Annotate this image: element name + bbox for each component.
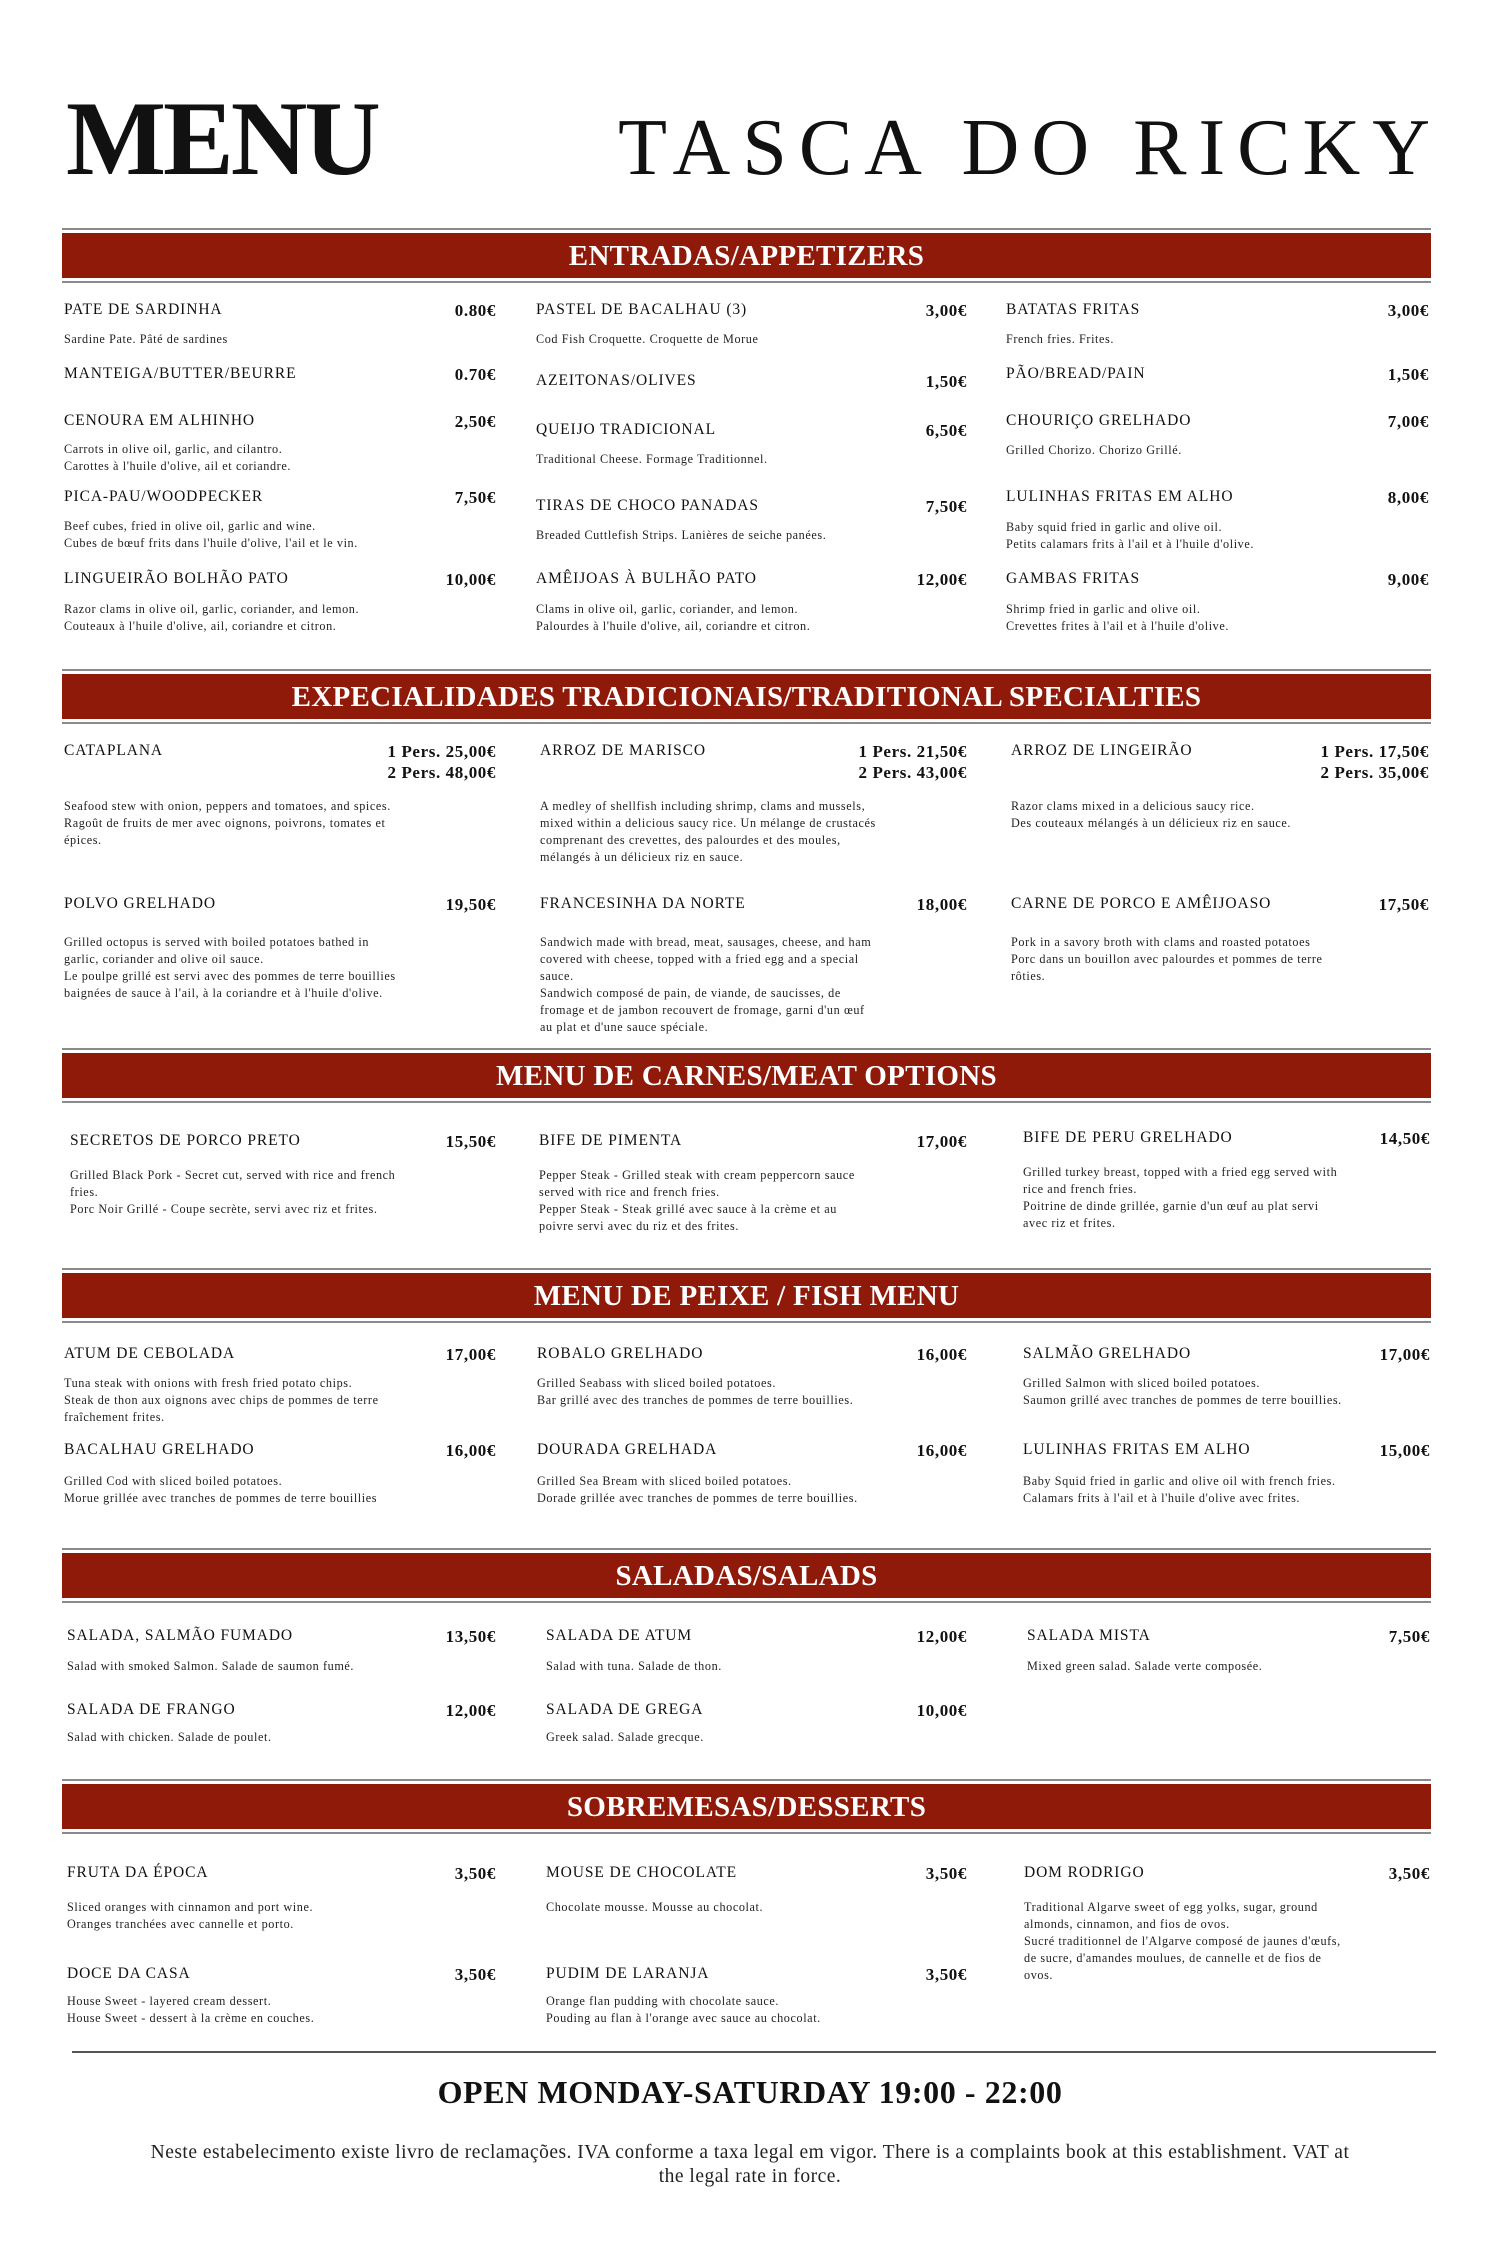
item-price — [917, 894, 967, 915]
description-line: Sandwich composé de pain, de viande, de saucisses, de — [540, 986, 841, 1000]
price-value: 1 Pers. 17,50€ — [1320, 742, 1429, 761]
item-price — [1380, 1128, 1430, 1149]
price-value: 3,00€ — [925, 301, 967, 320]
item-price — [1388, 300, 1429, 321]
item-description — [546, 1993, 821, 2027]
item-description — [540, 934, 871, 1036]
item-name: FRUTA DA ÉPOCA — [67, 1864, 209, 1881]
item-price — [1389, 1626, 1430, 1647]
item-price — [917, 1700, 967, 1721]
item-description — [64, 1375, 379, 1426]
legal-note — [0, 2141, 1500, 2189]
description-line: Pepper Steak - Grilled steak with cream peppercorn sauce — [539, 1168, 855, 1182]
description-line: au plat et d'une sauce spéciale. — [540, 1020, 709, 1034]
item-description — [1006, 331, 1114, 348]
item-price — [1380, 1440, 1430, 1461]
price-value: 3,50€ — [1388, 1864, 1430, 1883]
item-name: ARROZ DE LINGEIRÃO — [1011, 742, 1193, 759]
restaurant-name: TASCA DO RICKY — [618, 104, 1442, 192]
description-line: Cod Fish Croquette. Croquette de Morue — [536, 332, 759, 346]
description-line: Salad with chicken. Salade de poulet. — [67, 1730, 272, 1744]
description-line: mixed within a delicious saucy rice. Un mélange de crustacés — [540, 816, 876, 830]
description-line: sauce. — [540, 969, 574, 983]
price-value: 17,00€ — [916, 1132, 967, 1151]
divider — [62, 1548, 1431, 1550]
item-price — [859, 741, 968, 783]
price-value: 16,00€ — [916, 1441, 967, 1460]
item-price — [1380, 1344, 1430, 1365]
price-value: 15,00€ — [1379, 1441, 1430, 1460]
item-name: FRANCESINHA DA NORTE — [540, 895, 746, 912]
item-name: SALADA DE ATUM — [546, 1627, 693, 1644]
description-line: Clams in olive oil, garlic, coriander, and lemon. — [536, 602, 799, 616]
price-value: 18,00€ — [916, 895, 967, 914]
item-description — [537, 1473, 858, 1507]
item-name: PÃO/BREAD/PAIN — [1006, 365, 1146, 382]
description-line: Morue grillée avec tranches de pommes de terre bouillies — [64, 1491, 378, 1505]
description-line: Sardine Pate. Pâté de sardines — [64, 332, 228, 346]
item-price — [917, 1626, 967, 1647]
price-value: 2 Pers. 43,00€ — [858, 763, 967, 782]
item-price — [388, 741, 497, 783]
item-name: QUEIJO TRADICIONAL — [536, 421, 716, 438]
description-line: Porc Noir Grillé - Coupe secrète, servi avec riz et frites. — [70, 1202, 378, 1216]
description-line: Salad with smoked Salmon. Salade de saumon fumé. — [67, 1659, 355, 1673]
description-line: Sandwich made with bread, meat, sausages, cheese, and ham — [540, 935, 872, 949]
item-name: PASTEL DE BACALHAU (3) — [536, 301, 748, 318]
description-line: A medley of shellfish including shrimp, clams and mussels, — [540, 799, 866, 813]
item-name: CATAPLANA — [64, 742, 164, 759]
description-line: garlic, coriander and olive oil sauce. — [64, 952, 264, 966]
price-value: 1 Pers. 21,50€ — [858, 742, 967, 761]
price-value: 3,50€ — [454, 1965, 496, 1984]
item-description — [1027, 1658, 1262, 1675]
item-price — [446, 1131, 496, 1152]
item-description — [540, 798, 876, 866]
item-name: SECRETOS DE PORCO PRETO — [70, 1132, 301, 1149]
item-description — [536, 601, 810, 635]
description-line: Saumon grillé avec tranches de pommes de terre bouillies. — [1023, 1393, 1342, 1407]
item-name: LULINHAS FRITAS EM ALHO — [1006, 488, 1234, 505]
description-line: Crevettes frites à l'ail et à l'huile d'olive. — [1006, 619, 1230, 633]
section-banner: SALADAS/SALADS — [62, 1553, 1431, 1598]
description-line: Pork in a savory broth with clams and roasted potatoes — [1011, 935, 1311, 949]
item-name: SALADA, SALMÃO FUMADO — [67, 1627, 294, 1644]
description-line: Poitrine de dinde grillée, garnie d'un œuf au plat servi — [1023, 1199, 1319, 1213]
price-value: 8,00€ — [1387, 488, 1429, 507]
item-price — [455, 300, 496, 321]
description-line: Seafood stew with onion, peppers and tomatoes, and spices. — [64, 799, 391, 813]
description-line: Le poulpe grillé est servi avec des pommes de terre bouillies — [64, 969, 396, 983]
item-description — [536, 527, 826, 544]
item-price — [926, 300, 967, 321]
price-value: 7,50€ — [925, 497, 967, 516]
divider — [62, 228, 1431, 230]
item-description — [537, 1375, 853, 1409]
item-description — [539, 1167, 855, 1235]
item-description — [1006, 601, 1229, 635]
item-price — [926, 1863, 967, 1884]
description-line: Shrimp fried in garlic and olive oil. — [1006, 602, 1201, 616]
item-description — [64, 441, 291, 475]
description-line: Mixed green salad. Salade verte composée. — [1027, 1659, 1263, 1673]
item-price — [446, 894, 496, 915]
item-description — [64, 798, 391, 849]
item-description — [1023, 1164, 1337, 1232]
price-value: 12,00€ — [445, 1701, 496, 1720]
item-description — [1011, 934, 1323, 985]
item-price — [917, 1131, 967, 1152]
description-line: Sucré traditionnel de l'Algarve composé de jaunes d'œufs, — [1024, 1934, 1341, 1948]
price-value: 7,50€ — [1388, 1627, 1430, 1646]
item-name: SALADA DE FRANGO — [67, 1701, 236, 1718]
price-value: 12,00€ — [916, 570, 967, 589]
item-description — [546, 1899, 763, 1916]
item-price — [446, 569, 496, 590]
item-name: POLVO GRELHADO — [64, 895, 216, 912]
divider — [72, 2051, 1436, 2053]
item-name: PUDIM DE LARANJA — [546, 1965, 710, 1982]
item-price — [917, 1344, 967, 1365]
price-value: 0.80€ — [454, 301, 496, 320]
item-name: BATATAS FRITAS — [1006, 301, 1141, 318]
price-value: 2 Pers. 48,00€ — [387, 763, 496, 782]
description-line: ovos. — [1024, 1968, 1054, 1982]
price-value: 1,50€ — [1387, 365, 1429, 384]
item-description — [536, 451, 768, 468]
description-line: Sliced oranges with cinnamon and port wine. — [67, 1900, 314, 1914]
description-line: Petits calamars frits à l'ail et à l'huile d'olive. — [1006, 537, 1255, 551]
description-line: Carottes à l'huile d'olive, ail et coriandre. — [64, 459, 291, 473]
item-description — [1006, 519, 1254, 553]
description-line: Pepper Steak - Steak grillé avec sauce à la crème et au — [539, 1202, 837, 1216]
price-value: 1 Pers. 25,00€ — [387, 742, 496, 761]
divider — [62, 1832, 1431, 1834]
item-description — [64, 601, 359, 635]
price-value: 17,00€ — [1379, 1345, 1430, 1364]
item-description — [546, 1729, 704, 1746]
description-line: Dorade grillée avec tranches de pommes de terre bouillies. — [537, 1491, 858, 1505]
item-name: AMÊIJOAS À BULHÃO PATO — [536, 570, 757, 587]
section-banner: MENU DE PEIXE / FISH MENU — [62, 1273, 1431, 1318]
description-line: Palourdes à l'huile d'olive, ail, coriandre et citron. — [536, 619, 811, 633]
item-price — [455, 364, 496, 385]
item-price — [455, 411, 496, 432]
divider — [62, 281, 1431, 283]
description-line: rôties. — [1011, 969, 1046, 983]
section-banner: MENU DE CARNES/MEAT OPTIONS — [62, 1053, 1431, 1098]
price-value: 10,00€ — [916, 1701, 967, 1720]
price-value: 0.70€ — [454, 365, 496, 384]
item-price — [1379, 894, 1429, 915]
description-line: almonds, cinnamon, and fios de ovos. — [1024, 1917, 1230, 1931]
divider — [62, 722, 1431, 724]
item-description — [67, 1658, 354, 1675]
divider — [62, 1601, 1431, 1603]
divider — [62, 1268, 1431, 1270]
description-line: avec riz et frites. — [1023, 1216, 1116, 1230]
item-price — [455, 1964, 496, 1985]
item-price — [926, 371, 967, 392]
item-price — [926, 496, 967, 517]
legal-note-line: the legal rate in force. — [658, 2166, 842, 2187]
description-line: Grilled Cod with sliced boiled potatoes. — [64, 1474, 283, 1488]
description-line: Razor clams in olive oil, garlic, coriander, and lemon. — [64, 602, 360, 616]
item-name: AZEITONAS/OLIVES — [536, 372, 697, 389]
price-value: 3,50€ — [925, 1864, 967, 1883]
section-banner: ENTRADAS/APPETIZERS — [62, 233, 1431, 278]
description-line: Baby squid fried in garlic and olive oil. — [1006, 520, 1223, 534]
item-description — [64, 1473, 377, 1507]
item-price — [446, 1440, 496, 1461]
item-price — [1321, 741, 1430, 783]
description-line: mélangés à un délicieux riz en sauce. — [540, 850, 744, 864]
section-banner: SOBREMESAS/DESSERTS — [62, 1784, 1431, 1829]
price-value: 12,00€ — [916, 1627, 967, 1646]
item-description — [1023, 1375, 1342, 1409]
description-line: Traditional Algarve sweet of egg yolks, sugar, ground — [1024, 1900, 1318, 1914]
description-line: Baby Squid fried in garlic and olive oil with french fries. — [1023, 1474, 1336, 1488]
description-line: Grilled Chorizo. Chorizo Grillé. — [1006, 443, 1182, 457]
description-line: Breaded Cuttlefish Strips. Lanières de seiche panées. — [536, 528, 827, 542]
description-line: Grilled Salmon with sliced boiled potatoes. — [1023, 1376, 1261, 1390]
menu-heading: MENU — [66, 80, 378, 197]
item-description — [67, 1729, 272, 1746]
item-name: LINGUEIRÃO BOLHÃO PATO — [64, 570, 289, 587]
item-price — [455, 1863, 496, 1884]
item-price — [917, 569, 967, 590]
item-description — [1024, 1899, 1341, 1984]
divider — [62, 1101, 1431, 1103]
item-name: ATUM DE CEBOLADA — [64, 1345, 236, 1362]
description-line: House Sweet - layered cream dessert. — [67, 1994, 272, 2008]
description-line: Porc dans un bouillon avec palourdes et pommes de terre — [1011, 952, 1323, 966]
item-name: DOCE DA CASA — [67, 1965, 191, 1982]
description-line: Ragoût de fruits de mer avec oignons, poivrons, tomates et — [64, 816, 386, 830]
divider — [62, 1779, 1431, 1781]
price-value: 13,50€ — [445, 1627, 496, 1646]
item-price — [926, 1964, 967, 1985]
item-price — [446, 1344, 496, 1365]
item-name: SALADA MISTA — [1027, 1627, 1151, 1644]
item-price — [455, 487, 496, 508]
description-line: Des couteaux mélangés à un délicieux riz en sauce. — [1011, 816, 1292, 830]
price-value: 17,00€ — [445, 1345, 496, 1364]
description-line: Couteaux à l'huile d'olive, ail, coriandre et citron. — [64, 619, 337, 633]
description-line: baignées de sauce à l'ail, à la coriandre et à l'huile d'olive. — [64, 986, 383, 1000]
item-description — [536, 331, 759, 348]
section-banner: EXPECIALIDADES TRADICIONAIS/TRADITIONAL SPECIALTIES — [62, 674, 1431, 719]
item-price — [1388, 411, 1429, 432]
item-name: MANTEIGA/BUTTER/BEURRE — [64, 365, 297, 382]
price-value: 2 Pers. 35,00€ — [1320, 763, 1429, 782]
description-line: Tuna steak with onions with fresh fried potato chips. — [64, 1376, 353, 1390]
divider — [62, 1321, 1431, 1323]
price-value: 19,50€ — [445, 895, 496, 914]
price-value: 15,50€ — [445, 1132, 496, 1151]
price-value: 9,00€ — [1387, 570, 1429, 589]
price-value: 3,50€ — [454, 1864, 496, 1883]
item-description — [1023, 1473, 1336, 1507]
price-value: 3,00€ — [1387, 301, 1429, 320]
item-description — [70, 1167, 395, 1218]
description-line: Razor clams mixed in a delicious saucy rice. — [1011, 799, 1255, 813]
item-description — [67, 1993, 314, 2027]
description-line: Grilled octopus is served with boiled potatoes bathed in — [64, 935, 370, 949]
description-line: Pouding au flan à l'orange avec sauce au chocolat. — [546, 2011, 821, 2025]
description-line: Grilled Sea Bream with sliced boiled potatoes. — [537, 1474, 792, 1488]
item-name: CHOURIÇO GRELHADO — [1006, 412, 1192, 429]
description-line: House Sweet - dessert à la crème en couches. — [67, 2011, 315, 2025]
price-value: 14,50€ — [1379, 1129, 1430, 1148]
description-line: Orange flan pudding with chocolate sauce. — [546, 1994, 780, 2008]
price-value: 7,00€ — [1387, 412, 1429, 431]
item-price — [1388, 364, 1429, 385]
item-price — [446, 1626, 496, 1647]
description-line: French fries. Frites. — [1006, 332, 1115, 346]
description-line: fries. — [70, 1185, 99, 1199]
item-price — [1388, 569, 1429, 590]
item-name: DOURADA GRELHADA — [537, 1441, 718, 1458]
item-name: SALADA DE GREGA — [546, 1701, 704, 1718]
description-line: de sucre, d'amandes moulues, de cannelle et de fios de — [1024, 1951, 1322, 1965]
item-name: BIFE DE PERU GRELHADO — [1023, 1129, 1233, 1146]
description-line: Beef cubes, fried in olive oil, garlic and wine. — [64, 519, 316, 533]
item-price — [926, 420, 967, 441]
description-line: Grilled turkey breast, topped with a fried egg served with — [1023, 1165, 1338, 1179]
price-value: 16,00€ — [445, 1441, 496, 1460]
item-name: DOM RODRIGO — [1024, 1864, 1145, 1881]
item-description — [64, 934, 396, 1002]
description-line: épices. — [64, 833, 102, 847]
description-line: rice and french fries. — [1023, 1182, 1138, 1196]
item-name: CARNE DE PORCO E AMÊIJOASO — [1011, 895, 1272, 912]
price-value: 17,50€ — [1378, 895, 1429, 914]
item-name: CENOURA EM ALHINHO — [64, 412, 256, 429]
item-name: TIRAS DE CHOCO PANADAS — [536, 497, 759, 514]
description-line: Carrots in olive oil, garlic, and cilantro. — [64, 442, 283, 456]
description-line: Oranges tranchées avec cannelle et porto. — [67, 1917, 294, 1931]
opening-hours: OPEN MONDAY-SATURDAY 19:00 - 22:00 — [437, 2074, 1063, 2110]
description-line: comprenant des crevettes, des palourdes et des moules, — [540, 833, 841, 847]
item-description — [64, 518, 358, 552]
description-line: Grilled Seabass with sliced boiled potatoes. — [537, 1376, 776, 1390]
legal-note-line: Neste estabelecimento existe livro de reclamações. IVA conforme a taxa legal em vigor. There is a complaints book at this establishment. VAT at — [150, 2142, 1350, 2163]
item-price — [1388, 487, 1429, 508]
description-line: Steak de thon aux oignons avec chips de pommes de terre — [64, 1393, 379, 1407]
description-line: Grilled Black Pork - Secret cut, served with rice and french — [70, 1168, 396, 1182]
item-name: MOUSE DE CHOCOLATE — [546, 1864, 738, 1881]
price-value: 2,50€ — [454, 412, 496, 431]
description-line: poivre servi avec du riz et des frites. — [539, 1219, 740, 1233]
item-price — [1389, 1863, 1430, 1884]
description-line: Bar grillé avec des tranches de pommes de terre bouillies. — [537, 1393, 854, 1407]
description-line: covered with cheese, topped with a fried egg and a special — [540, 952, 859, 966]
description-line: fromage et de jambon recouvert de fromage, garni d'un œuf — [540, 1003, 865, 1017]
description-line: Cubes de bœuf frits dans l'huile d'olive, l'ail et le vin. — [64, 536, 358, 550]
item-name: ROBALO GRELHADO — [537, 1345, 704, 1362]
price-value: 1,50€ — [925, 372, 967, 391]
item-name: LULINHAS FRITAS EM ALHO — [1023, 1441, 1251, 1458]
item-name: PICA-PAU/WOODPECKER — [64, 488, 264, 505]
item-price — [917, 1440, 967, 1461]
description-line: fraîchement frites. — [64, 1410, 165, 1424]
description-line: Chocolate mousse. Mousse au chocolat. — [546, 1900, 764, 1914]
divider — [62, 669, 1431, 671]
item-description — [1006, 442, 1182, 459]
description-line: Calamars frits à l'ail et à l'huile d'olive avec frites. — [1023, 1491, 1301, 1505]
item-name: PATE DE SARDINHA — [64, 301, 223, 318]
description-line: served with rice and french fries. — [539, 1185, 720, 1199]
item-name: BIFE DE PIMENTA — [539, 1132, 683, 1149]
divider — [62, 1048, 1431, 1050]
price-value: 6,50€ — [925, 421, 967, 440]
price-value: 16,00€ — [916, 1345, 967, 1364]
item-description — [546, 1658, 722, 1675]
description-line: Salad with tuna. Salade de thon. — [546, 1659, 722, 1673]
price-value: 7,50€ — [454, 488, 496, 507]
item-description — [1011, 798, 1291, 832]
item-name: BACALHAU GRELHADO — [64, 1441, 255, 1458]
price-value: 10,00€ — [445, 570, 496, 589]
item-description — [64, 331, 228, 348]
price-value: 3,50€ — [925, 1965, 967, 1984]
description-line: Greek salad. Salade grecque. — [546, 1730, 704, 1744]
description-line: Traditional Cheese. Formage Traditionnel. — [536, 452, 768, 466]
item-name: ARROZ DE MARISCO — [540, 742, 706, 759]
item-price — [446, 1700, 496, 1721]
item-description — [67, 1899, 313, 1933]
item-name: SALMÃO GRELHADO — [1023, 1345, 1192, 1362]
item-name: GAMBAS FRITAS — [1006, 570, 1141, 587]
